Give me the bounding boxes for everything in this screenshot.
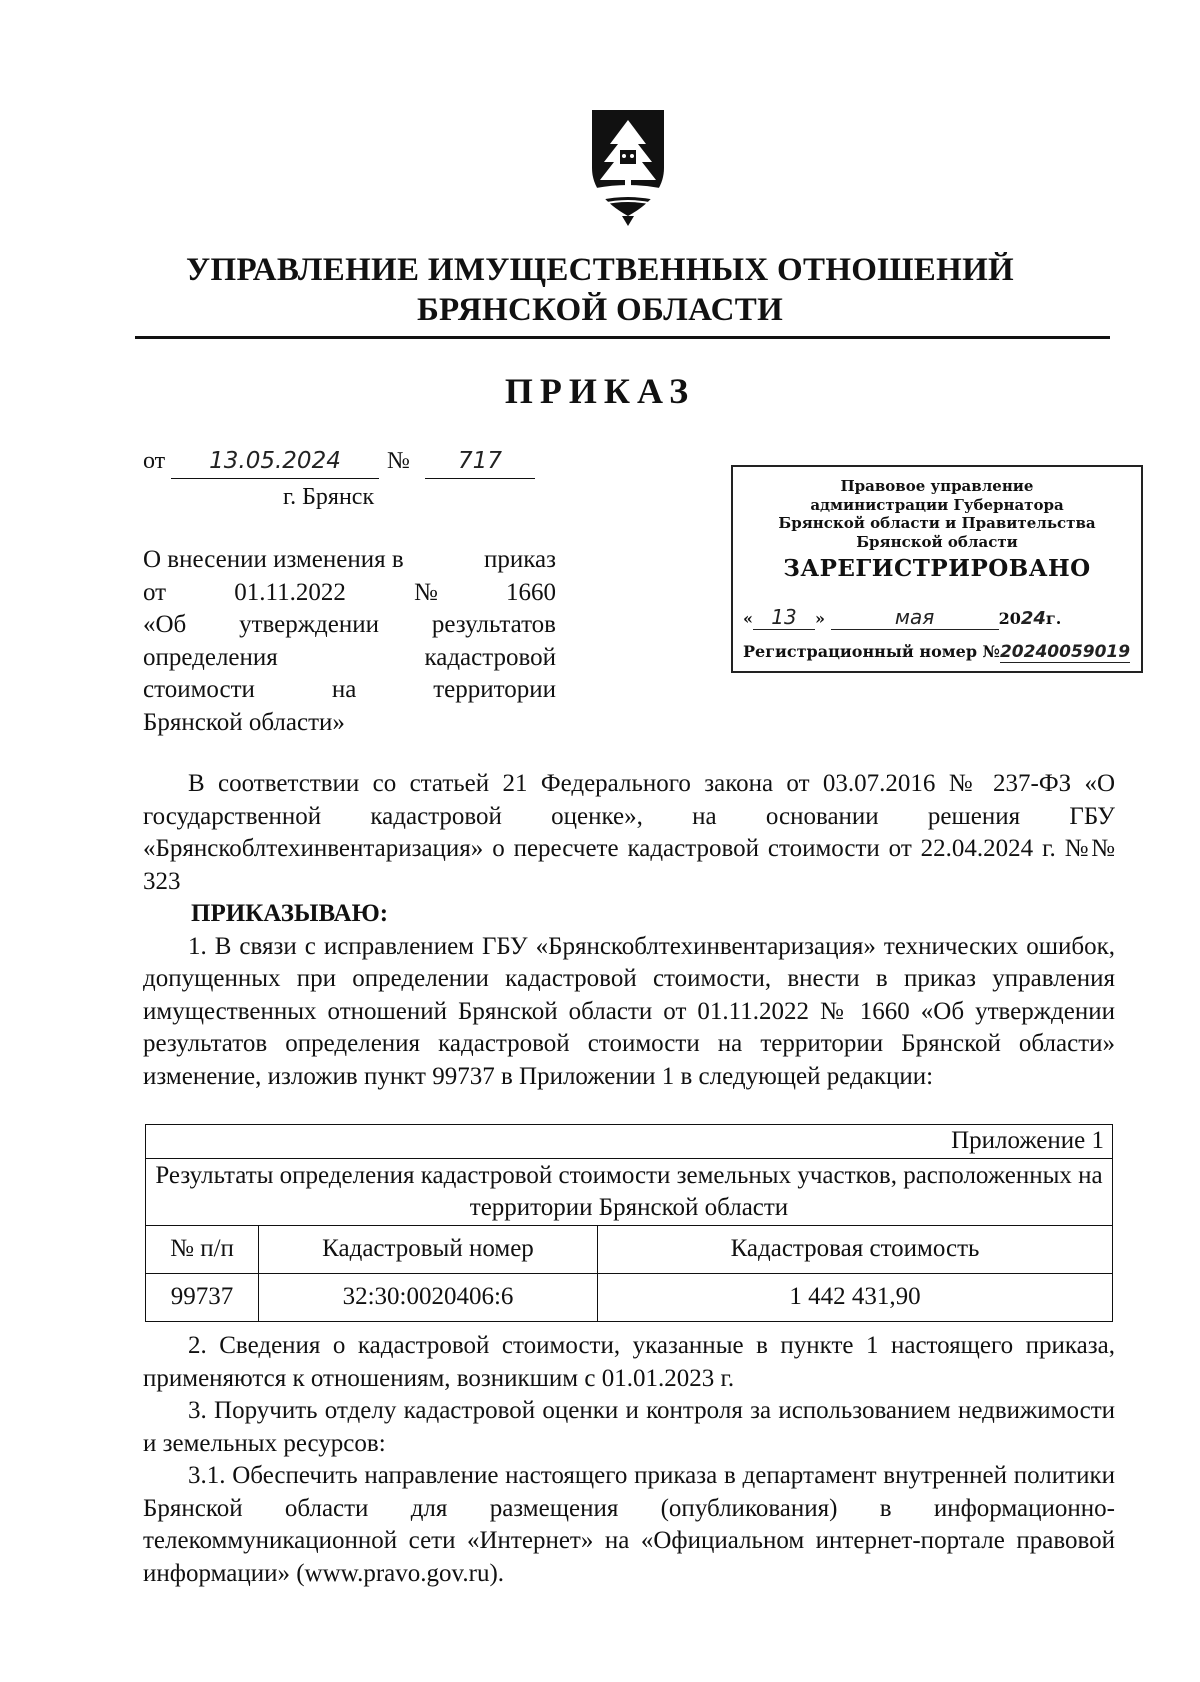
- table-header-row: [146, 1225, 1113, 1273]
- stamp-quote-close: »: [815, 609, 825, 628]
- appendix-title: Результаты определения кадастровой стоимости земельных участков, расположенных на территории Брянской области: [146, 1158, 1113, 1225]
- stamp-org-line: Брянской области и Правительства: [778, 514, 1096, 532]
- order-directive-word: [143, 898, 1115, 931]
- subject-line: Брянской области»: [143, 708, 345, 736]
- bryansk-coat-of-arms-icon: [582, 104, 674, 228]
- org-line-1: УПРАВЛЕНИЕ ИМУЩЕСТВЕННЫХ ОТНОШЕНИЙ: [185, 252, 1015, 288]
- table-row: [146, 1273, 1113, 1321]
- stamp-month: мая: [831, 605, 999, 630]
- cadastral-number-cell: 32:30:0020406:6: [259, 1273, 598, 1321]
- stamp-org-line: Правовое управление: [840, 477, 1034, 495]
- document-type: ПРИКАЗ: [504, 371, 696, 411]
- preamble-paragraph: В соответствии со статьей 21 Федерального закона от 03.07.2016 № 237-ФЗ «О государственной кадастровой оценке», на основании решения ГБУ «Брянскоблтехинвентаризация» о пересчете кадастровой стоимости от 22.04.2024 г. №№ 323: [143, 770, 1115, 895]
- stamp-reg-number: 20240059019: [999, 642, 1131, 662]
- subject-line: от 01.11.2022 № 1660: [143, 578, 556, 606]
- organization-name: [130, 250, 1070, 330]
- appendix-table: [145, 1124, 1113, 1322]
- stamp-reg-label: Регистрационный номер №: [743, 642, 1000, 661]
- item-3-1-paragraph: 3.1. Обеспечить направление настоящего приказа в департамент внутренней политики Брянской области для размещения (опубликования) в информационно-телекоммуникационной сети «Интернет» на «Официальном интернет-портале правовой информации» (www.pravo.gov.ru).: [143, 1462, 1115, 1587]
- appendix-label: Приложение 1: [146, 1125, 1113, 1159]
- item-2-paragraph: 2. Сведения о кадастровой стоимости, указанные в пункте 1 настоящего приказа, применяются к отношениям, возникшим с 01.01.2023 г.: [143, 1332, 1115, 1392]
- row-number-cell: 99737: [146, 1273, 259, 1321]
- stamp-reg-number-row: [743, 642, 1130, 662]
- order-body-continued: [143, 1330, 1115, 1590]
- from-label: от: [143, 448, 166, 474]
- item-1-paragraph: 1. В связи с исправлением ГБУ «Брянскоблтехинвентаризация» технических ошибок, допущенных при определении кадастровой стоимости, внести в приказ управления имущественных отношений Брянской области от 01.11.2022 № 1660 «Об утверждении результатов определения кадастровой стоимости на территории Брянской области» изменение, изложив пункт 99737 в Приложении 1 в следующей редакции:: [143, 932, 1115, 1090]
- org-line-2: БРЯНСКОЙ ОБЛАСТИ: [416, 292, 784, 328]
- stamp-year-prefix: 20: [998, 609, 1021, 628]
- stamp-org-line: администрации Губернатора: [810, 495, 1064, 514]
- column-header: № п/п: [146, 1225, 259, 1273]
- order-number: 717: [425, 448, 535, 479]
- cadastral-value-cell: 1 442 431,90: [598, 1273, 1113, 1321]
- stamp-year-suffix: 24: [1020, 608, 1046, 629]
- order-body: [143, 768, 1115, 1093]
- order-word: ПРИКАЗЫВАЮ:: [191, 900, 389, 927]
- column-header: Кадастровая стоимость: [598, 1225, 1113, 1273]
- order-subject: [143, 544, 556, 739]
- stamp-date-row: [743, 605, 1061, 630]
- column-header: Кадастровый номер: [259, 1225, 598, 1273]
- stamp-org-lines: [733, 477, 1141, 551]
- order-date: 13.05.2024: [171, 448, 379, 479]
- subject-line: «Об утверждении результатов: [143, 611, 556, 638]
- stamp-registered-label: ЗАРЕГИСТРИРОВАНО: [783, 555, 1091, 582]
- header-divider: [135, 336, 1110, 339]
- city: г. Брянск: [283, 484, 375, 510]
- subject-line: определения кадастровой: [143, 643, 556, 671]
- registration-stamp: [731, 465, 1143, 673]
- stamp-org-line: Брянской области: [856, 532, 1018, 551]
- item-3-paragraph: 3. Поручить отделу кадастровой оценки и контроля за использованием недвижимости и земельных ресурсов:: [143, 1397, 1115, 1457]
- subject-line: О внесении изменения в приказ: [143, 546, 556, 573]
- stamp-quote-open: «: [743, 609, 753, 628]
- stamp-year-unit: г.: [1045, 609, 1062, 628]
- subject-line: стоимости на территории: [143, 676, 556, 703]
- stamp-day: 13: [753, 605, 815, 630]
- number-label: №: [387, 448, 410, 474]
